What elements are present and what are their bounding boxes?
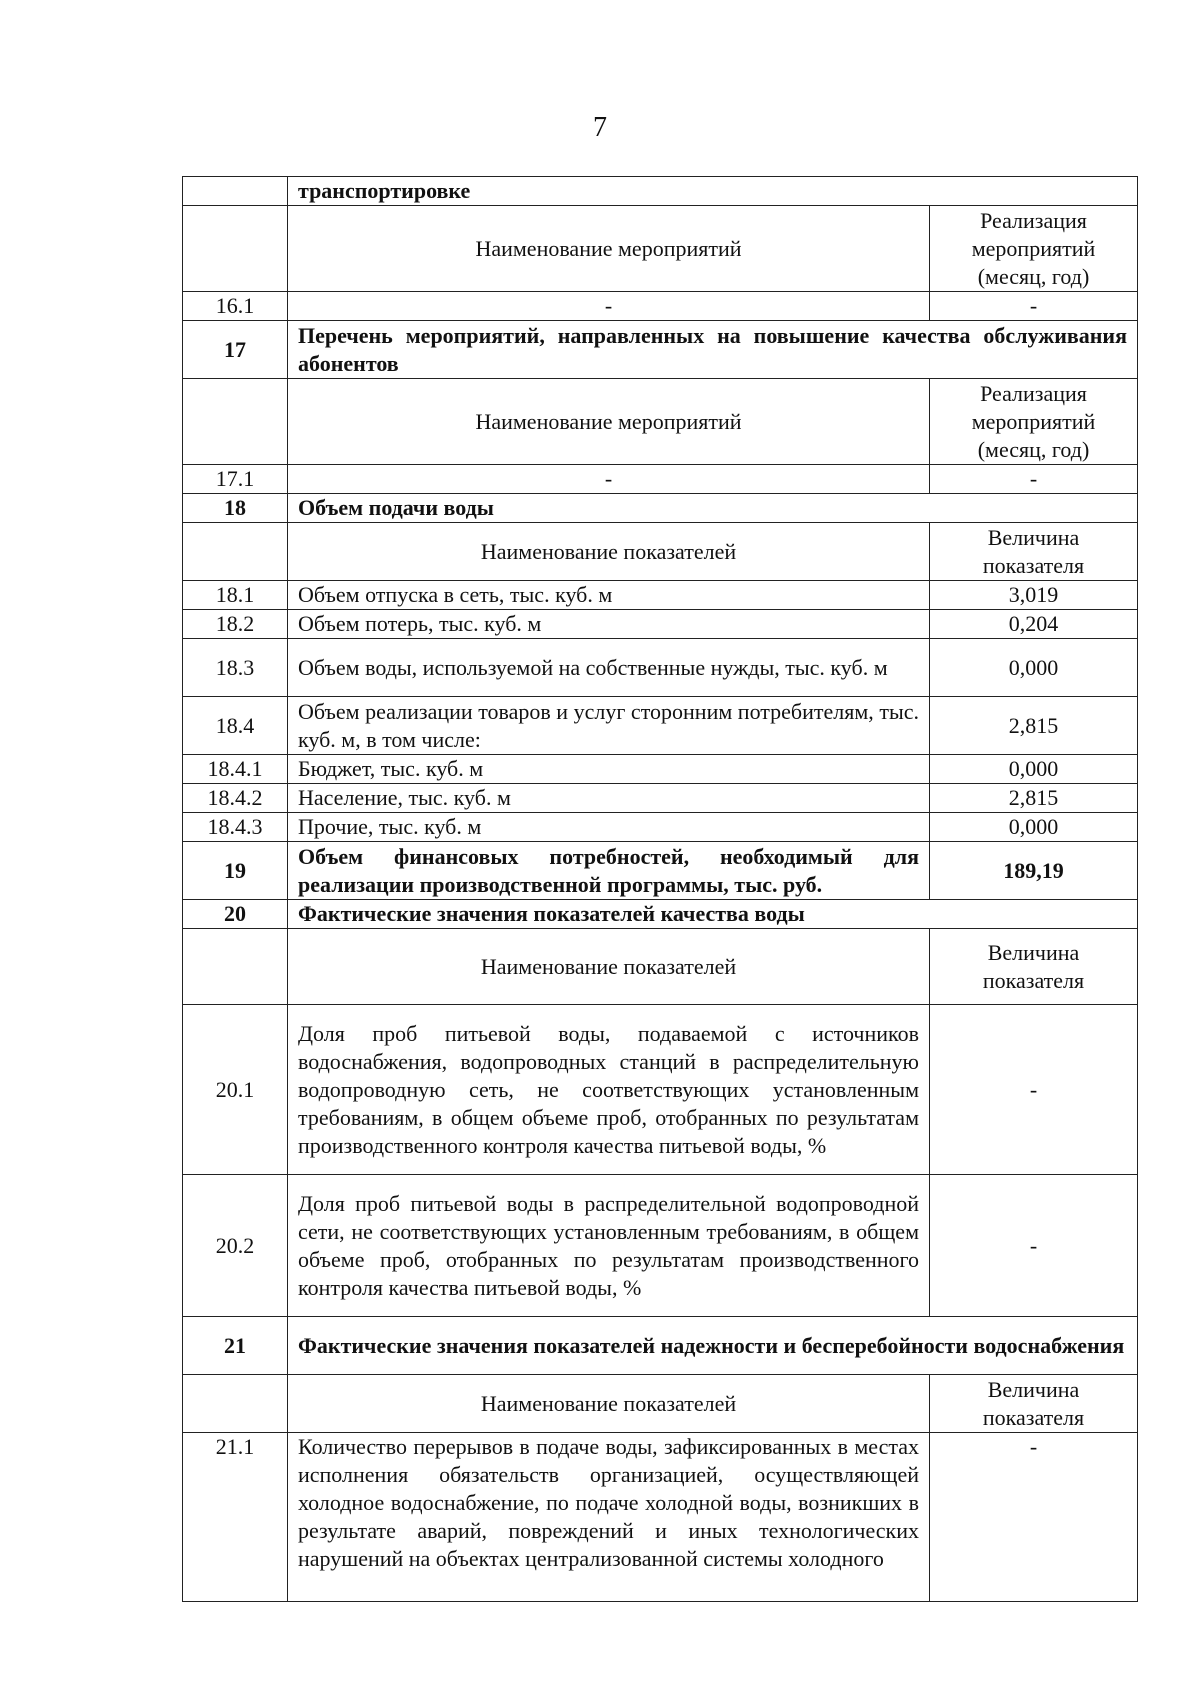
table-row	[183, 177, 1138, 206]
section-title: транспортировке	[288, 177, 1138, 206]
table-row	[183, 1005, 1138, 1175]
table-row	[183, 610, 1138, 639]
row-text: Бюджет, тыс. куб. м	[288, 755, 930, 784]
table-row	[183, 639, 1138, 697]
row-text: Население, тыс. куб. м	[288, 784, 930, 813]
row-number: 18.3	[183, 639, 288, 697]
table-row	[183, 465, 1138, 494]
row-number: 18.1	[183, 581, 288, 610]
row-text: Объем потерь, тыс. куб. м	[288, 610, 930, 639]
table-row	[183, 784, 1138, 813]
row-number: 21	[183, 1317, 288, 1375]
row-text: Объем реализации товаров и услуг сторонним потребителям, тыс. куб. м, в том числе:	[288, 697, 930, 755]
row-number: 20.2	[183, 1175, 288, 1317]
table-row	[183, 842, 1138, 900]
row-number: 18.4.1	[183, 755, 288, 784]
table-row	[183, 900, 1138, 929]
row-number: 18	[183, 494, 288, 523]
table-header-row	[183, 929, 1138, 1005]
row-number	[183, 929, 288, 1005]
row-number: 21.1	[183, 1433, 288, 1602]
row-number: 20.1	[183, 1005, 288, 1175]
row-value: 189,19	[930, 842, 1138, 900]
row-value: -	[930, 1175, 1138, 1317]
table-row	[183, 755, 1138, 784]
row-number: 20	[183, 900, 288, 929]
row-value: -	[930, 292, 1138, 321]
column-header-name: Наименование показателей	[288, 523, 930, 581]
row-text: Доля проб питьевой воды в распределительной водопроводной сети, не соответствующих установленным требованиям, в общем объеме проб, отобранных по результатам производственного контроля качества питьевой воды, %	[288, 1175, 930, 1317]
table-row	[183, 1175, 1138, 1317]
row-value: 2,815	[930, 697, 1138, 755]
row-value: 0,000	[930, 755, 1138, 784]
table-row	[183, 292, 1138, 321]
row-value: 0,000	[930, 813, 1138, 842]
row-number: 16.1	[183, 292, 288, 321]
row-value: 0,204	[930, 610, 1138, 639]
column-header-value: Реализация мероприятий (месяц, год)	[930, 379, 1138, 465]
row-text: -	[288, 292, 930, 321]
column-header-name: Наименование мероприятий	[288, 206, 930, 292]
table-header-row	[183, 206, 1138, 292]
program-table	[182, 176, 1138, 1602]
table-row	[183, 581, 1138, 610]
row-text: Объем воды, используемой на собственные нужды, тыс. куб. м	[288, 639, 930, 697]
row-number: 18.4	[183, 697, 288, 755]
section-title: Фактические значения показателей качества воды	[288, 900, 1138, 929]
section-title: Перечень мероприятий, направленных на повышение качества обслуживания абонентов	[288, 321, 1138, 379]
row-value: -	[930, 1433, 1138, 1602]
row-number	[183, 523, 288, 581]
table-row	[183, 697, 1138, 755]
table-row	[183, 321, 1138, 379]
row-number: 17.1	[183, 465, 288, 494]
row-number	[183, 206, 288, 292]
table-header-row	[183, 1375, 1138, 1433]
column-header-value: Реализация мероприятий (месяц, год)	[930, 206, 1138, 292]
column-header-value: Величина показателя	[930, 1375, 1138, 1433]
table-row	[183, 813, 1138, 842]
row-number: 18.4.3	[183, 813, 288, 842]
row-number	[183, 379, 288, 465]
row-number: 18.2	[183, 610, 288, 639]
section-title: Объем подачи воды	[288, 494, 1138, 523]
page-number: 7	[593, 112, 607, 143]
row-value: 3,019	[930, 581, 1138, 610]
row-number: 18.4.2	[183, 784, 288, 813]
row-value: 2,815	[930, 784, 1138, 813]
row-number	[183, 1375, 288, 1433]
row-value: 0,000	[930, 639, 1138, 697]
table-row	[183, 1433, 1138, 1602]
column-header-name: Наименование показателей	[288, 929, 930, 1005]
row-text-cell	[288, 1433, 930, 1602]
column-header-value: Величина показателя	[930, 523, 1138, 581]
row-number: 17	[183, 321, 288, 379]
row-text: Объем отпуска в сеть, тыс. куб. м	[288, 581, 930, 610]
table-row	[183, 494, 1138, 523]
column-header-name: Наименование мероприятий	[288, 379, 930, 465]
row-text: Прочие, тыс. куб. м	[288, 813, 930, 842]
row-text: Количество перерывов в подаче воды, зафиксированных в местах исполнения обязательств организацией, осуществляющей холодное водоснабжение, по подаче холодной воды, возникших в результате аварий, повреждений и иных технологических нарушений на объектах централизованной системы холодного	[298, 1434, 919, 1571]
row-value: -	[930, 1005, 1138, 1175]
table-header-row	[183, 379, 1138, 465]
row-value: -	[930, 465, 1138, 494]
column-header-value: Величина показателя	[930, 929, 1138, 1005]
section-title: Фактические значения показателей надежности и бесперебойности водоснабжения	[288, 1317, 1138, 1375]
column-header-name: Наименование показателей	[288, 1375, 930, 1433]
row-text: Объем финансовых потребностей, необходимый для реализации производственной программы, тыс. руб.	[288, 842, 930, 900]
table-header-row	[183, 523, 1138, 581]
row-text: -	[288, 465, 930, 494]
row-text: Доля проб питьевой воды, подаваемой с источников водоснабжения, водопроводных станций в распределительную водопроводную сеть, не соответствующих установленным требованиям, в общем объеме проб, отобранных по результатам производственного контроля качества питьевой воды, %	[288, 1005, 930, 1175]
table-row	[183, 1317, 1138, 1375]
row-number	[183, 177, 288, 206]
row-number: 19	[183, 842, 288, 900]
